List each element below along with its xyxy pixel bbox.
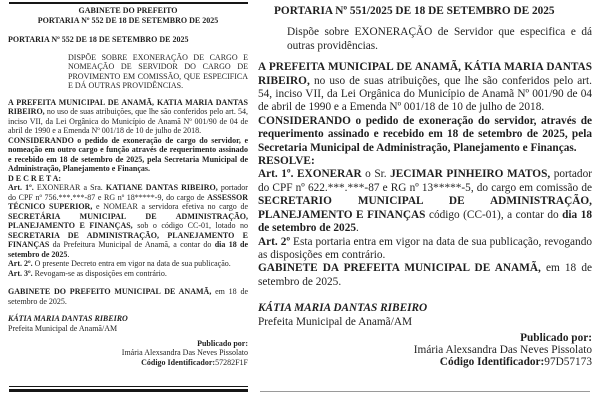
code-identifier-value: 57282F1F (215, 357, 248, 367)
paragraph: Art. 2º Esta portaria entra em vigor na data de sua publicação, revogando as disposições em contrário. (258, 235, 592, 261)
paragraph: Art. 2º. O presente Decreto entra em vigor na data de sua publicação. (8, 259, 231, 268)
code-identifier-value: 97D57173 (544, 355, 592, 368)
gazette-column-right (258, 0, 592, 402)
section-header-line1: GABINETE DO PREFEITO (78, 6, 178, 15)
signature-block (8, 314, 248, 333)
publication-block (258, 333, 592, 368)
signature-name: KÁTIA MARIA DANTAS RIBEIRO (8, 314, 128, 323)
code-identifier-label: Código Identificador: (141, 357, 216, 367)
publication-block (8, 339, 248, 367)
portaria-552-paragraphs (8, 53, 248, 307)
gazette-column-left (8, 0, 248, 402)
portaria-551-paragraphs (258, 26, 592, 289)
code-identifier-label: Código Identificador: (439, 355, 545, 368)
paragraph (8, 278, 248, 287)
published-by-name: Imária Alexsandra Das Neves Pissolato (413, 343, 592, 356)
paragraph: Art. 3º. Revogam-se as disposições em contrário. (8, 268, 167, 278)
bottom-rule-double (9, 386, 248, 392)
paragraph: D E C R E T A: (8, 173, 62, 183)
paragraph: GABINETE DA PREFEITA MUNICIPAL DE ANAMÃ, em 18 de setembro de 2025. (258, 262, 592, 288)
published-by-label: Publicado por: (520, 331, 592, 344)
bottom-rule-single (260, 391, 590, 392)
code-identifier-line (8, 358, 248, 367)
portaria-551-title: PORTARIA Nº 551/2025 DE 18 DE SETEMBRO DE 2025 (274, 5, 555, 17)
section-header-line2: PORTARIA Nº 552 DE 18 DE SETEMBRO DE 2025 (37, 15, 219, 25)
paragraph: Dispõe sobre EXONERAÇÃO de Servidor que especifica e dá outras providências. (287, 26, 592, 52)
paragraph: CONSIDERANDO o pedido de exoneração do servidor, através de requerimento assinado e recebido em 18 de setembro de 2025, pela Secretaria Municipal de Administração, Planejamento e Finanças. (258, 114, 592, 154)
paragraph: Art. 1º. EXONERAR a Sra. KATIANE DANTAS RIBEIRO, portador do CPF nº 756.***.***-87 e RG nº 18*****-9, do cargo de ASSESSOR TÉCNICO SUPERIOR, e NOMEAR a servidora efetiva no cargo de SECRETÁRIA MUNICIPAL DE ADMINISTRAÇÃO, PLANEJAMENTO E FINANÇAS, sob o código CC-01, lotado no SECRETARIA DE ADMINISTRAÇÃO, PLANEJAMENTO E FINANÇAS da Prefeitura Municipal de Anamã, a contar do dia 18 de setembro de 2025. (8, 183, 248, 259)
paragraph: A PREFEITA MUNICIPAL DE ANAMÃ, KATIA MARIA DANTAS RIBEIRO, no uso de suas atribuições, que lhe são conferidos pelo art. 54, inciso VII, da Lei Orgânica do Município de Anamã Nº 001/90 de 04 de abril de 1990 e a Emenda Nº 001/18 de 10 de julho de 2018. (8, 97, 248, 135)
portaria-552-title: PORTARIA Nº 552 DE 18 DE SETEMBRO DE 2025 (8, 35, 189, 44)
published-by-label: Publicado por: (197, 339, 248, 348)
signature-name: KÁTIA MARIA DANTAS RIBEIRO (258, 302, 428, 315)
paragraph: Art. 1º. EXONERAR o Sr. JECIMAR PINHEIRO MATOS, portador do CPF nº 622.***.***-87 e RG nº 13*****-5, do cargo em comissão de SECRETARIO MUNICIPAL DE ADMINISTRAÇÃO, PLANEJAMENTO E FINANÇAS código (CC-01), a contar do dia 18 de setembro de 2025. (258, 168, 592, 235)
paragraph: CONSIDERANDO o pedido de exoneração de cargo do servidor, e nomeação em outro cargo e função através de requerimento assinado e recebido em 18 de setembro de 2025, pela Secretaria Municipal de Administração, Planejamento e Finanças. (8, 135, 248, 173)
section-header (8, 6, 248, 25)
paragraph: A PREFEITA MUNICIPAL DE ANAMÃ, KÁTIA MARIA DANTAS RIBEIRO, no uso de suas atribuições, que lhe são conferidos pelo art. 54, inciso VII, da Lei Orgânica do Município de Anamã Nº 001/90 de 04 de abril de 1990 e a Emenda Nº 001/18 de 10 de julho de 2018. (258, 61, 592, 114)
published-by-name: Imária Alexsandra Das Neves Pissolato (121, 348, 248, 358)
signature-block (258, 302, 592, 329)
top-rule (9, 2, 248, 4)
paragraph: RESOLVE: (258, 155, 315, 168)
signature-role: Prefeita Municipal de Anamã/AM (8, 323, 118, 333)
paragraph: DISPÕE SOBRE EXONERAÇÃO DE CARGO E NOMEAÇÃO DE SERVIDOR DO CARGO DE PROVIMENTO EM COMISSÃO, QUE ESPECIFICA E DÁ OUTRAS PROVIDÊNCIAS. (68, 52, 248, 90)
paragraph: GABINETE DO PREFEITO MUNICIPAL DE ANAMÃ, em 18 de setembro de 2025. (8, 287, 248, 306)
code-identifier-line (258, 357, 592, 369)
signature-role: Prefeita Municipal de Anamã/AM (258, 315, 413, 328)
